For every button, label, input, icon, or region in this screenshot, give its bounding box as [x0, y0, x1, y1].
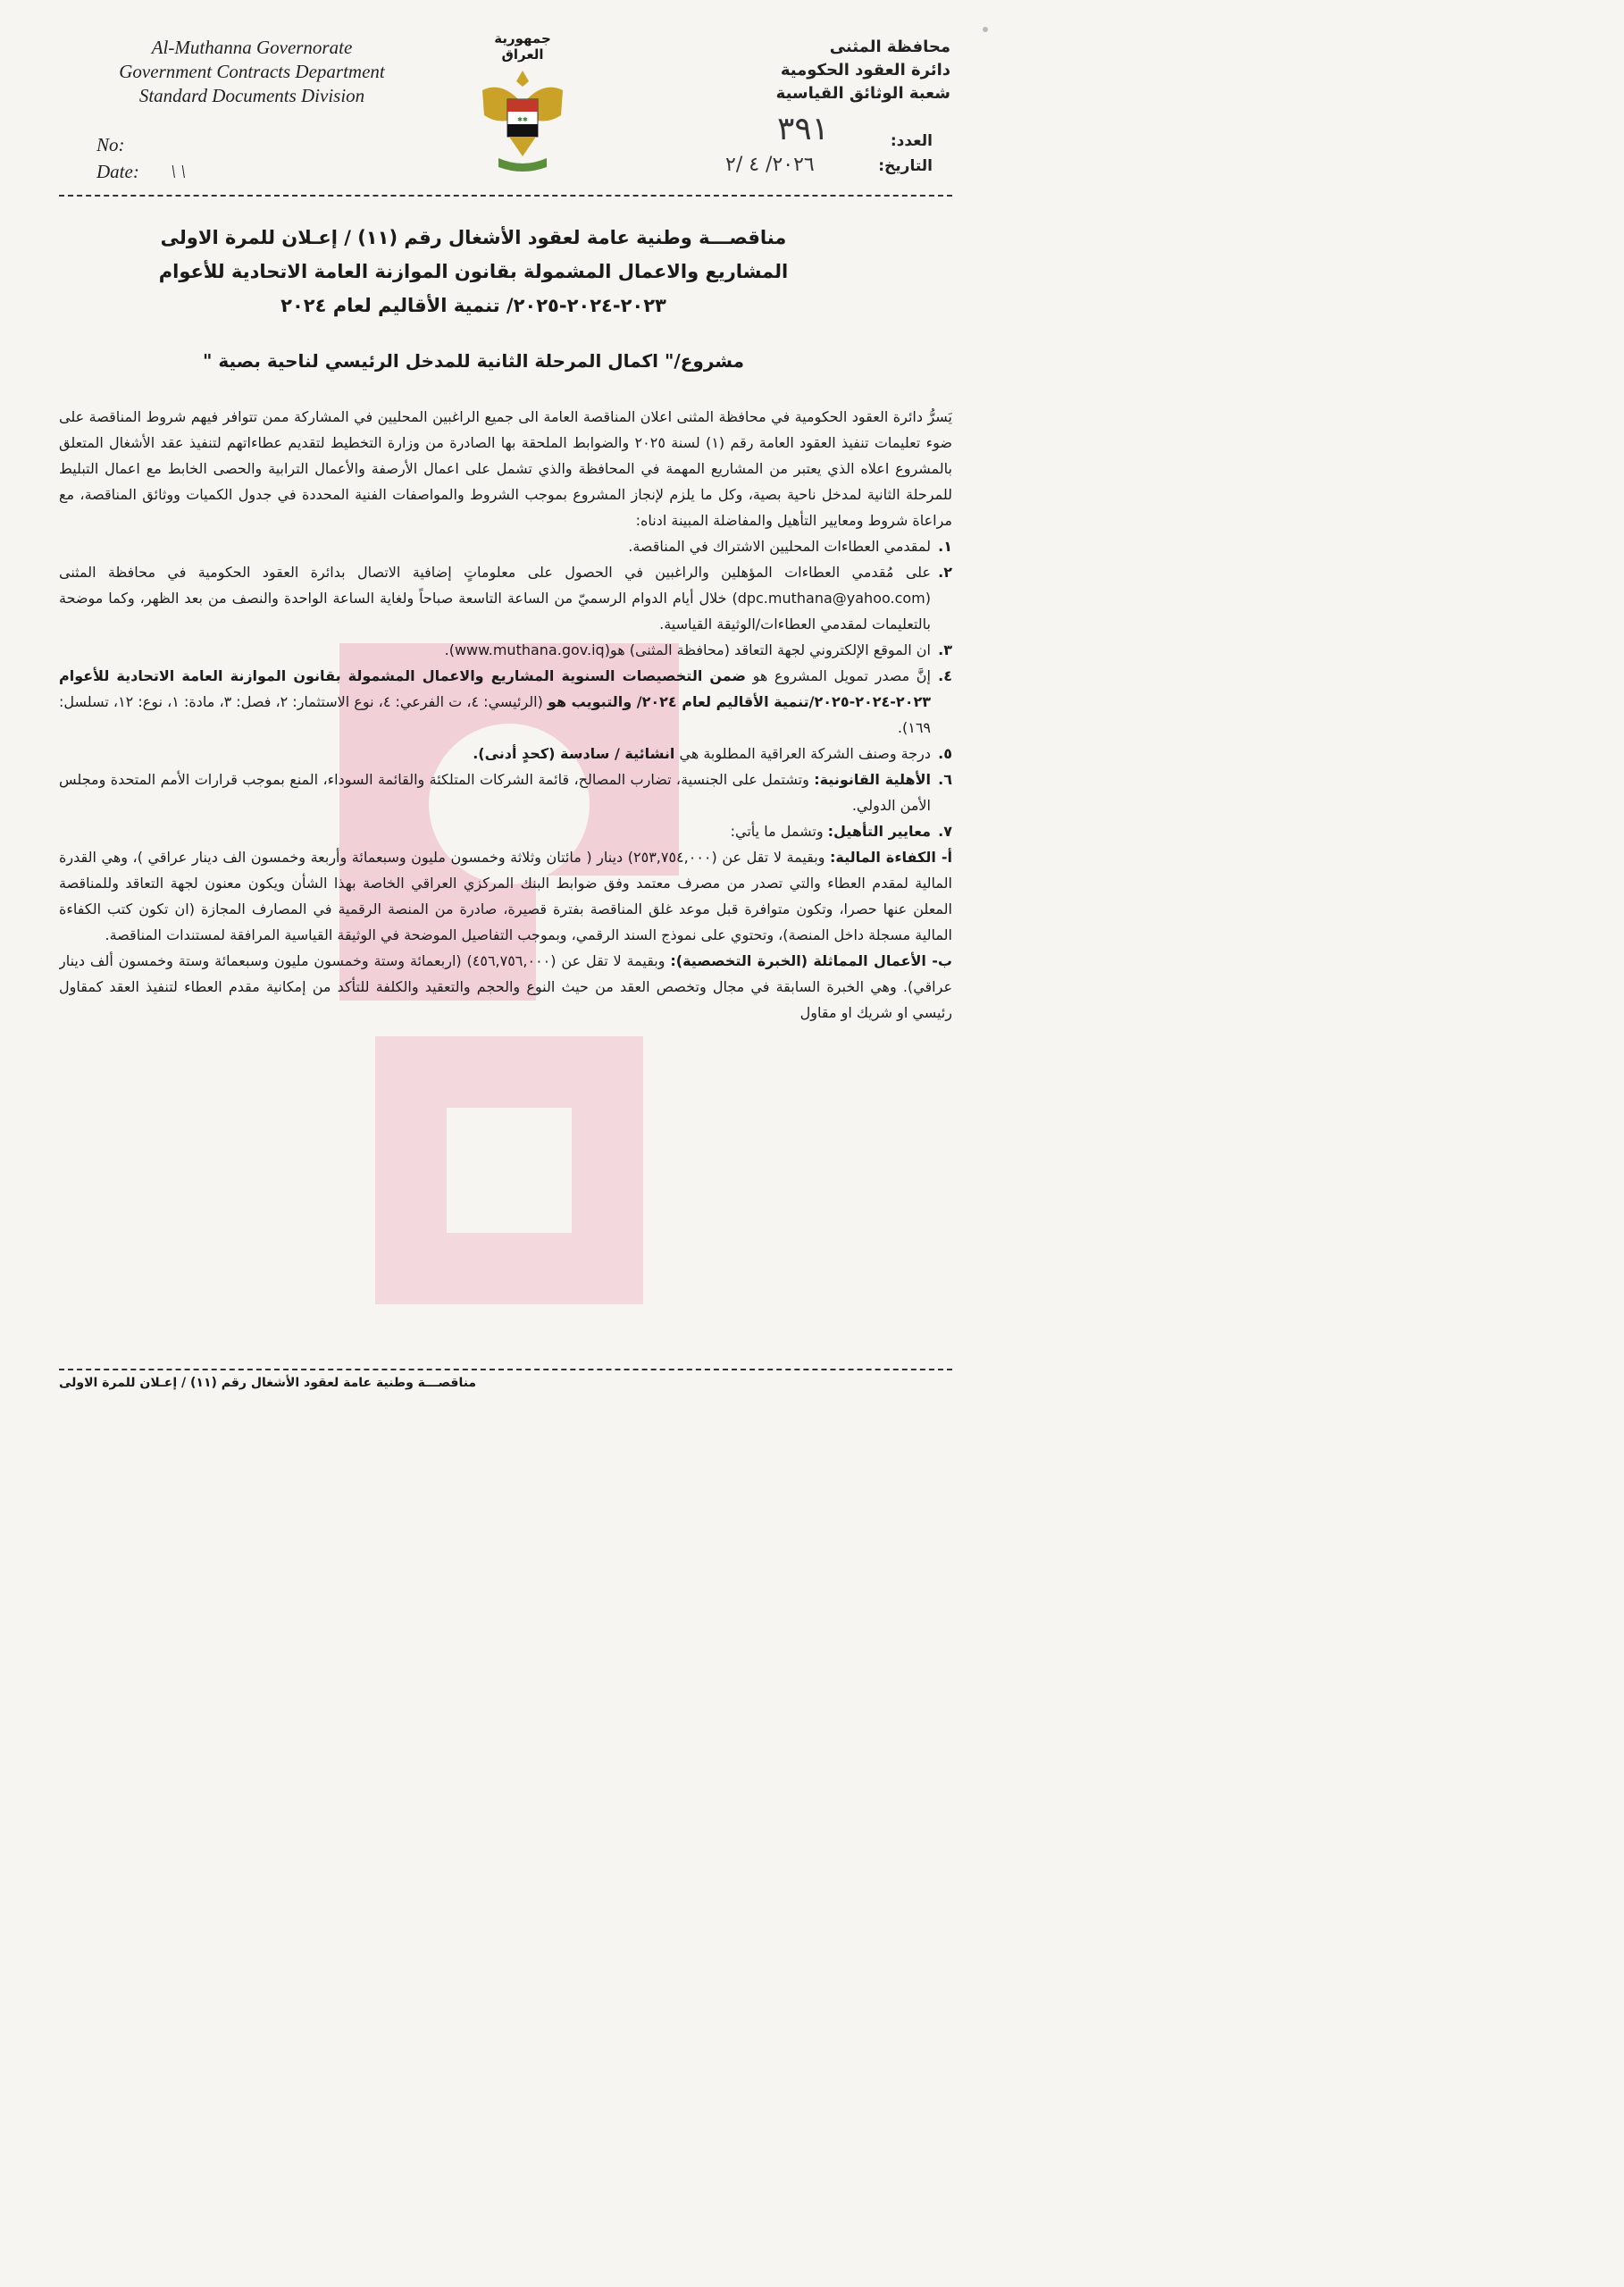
iraq-eagle-emblem-icon	[473, 50, 572, 193]
header-en-date-label: Date:	[96, 161, 139, 182]
header-english	[64, 36, 439, 108]
footer-divider	[59, 1369, 952, 1370]
tender-title-line2: المشاريع والاعمال المشمولة بقانون الموازنة العامة الاتحادية للأعوام	[158, 261, 789, 282]
list-item-4	[59, 663, 952, 741]
header-en-date	[96, 161, 186, 183]
list-item-3-text: ان الموقع الإلكتروني لجهة التعاقد (محافظة المثنى) هو(www.muthana.gov.iq).	[444, 641, 931, 658]
page-footer: مناقصـــة وطنية عامة لعقود الأشغال رقم (١١) / إعـلان للمرة الاولى	[59, 1376, 477, 1390]
list-item-4-text-c: (الرئيسي: ٤، ت الفرعي: ٤، نوع الاستثمار: ٢، فصل: ٣، مادة: ١، نوع: ١٢، تسلسل: ١٦٩).	[59, 693, 931, 736]
similar-works-label: ب- الأعمال المماثلة (الخبرة التخصصية):	[670, 952, 952, 969]
header-en-department: Government Contracts Department	[119, 61, 385, 82]
list-item-3-number: ٣.	[938, 641, 952, 658]
header-en-no-label: No:	[96, 134, 125, 155]
financial-capacity-label: أ- الكفاءة المالية:	[830, 849, 952, 866]
financial-capacity-text: وبقيمة لا تقل عن (٢٥٣,٧٥٤,٠٠٠) دينار ( مائتان وثلاثة وخمسون مليون وسبعمائة وأربعة وخمسون الف دينار عراقي )، وهي القدرة المالية لمقدم العطاء والتي تصدر من مصرف معتمد وفق ضوابط البنك المركزي العراقي الخاصة بهذا الشأن ويكون معنون لجهة التعاقد وللمناقصة المعلن عنها حصرا، وتكون متوافرة قبل موعد غلق المناقصة بفترة قصيرة، صادرة من المنصة الرقمية في المصارف المجازة (ان تكون كتب الكفاءة المالية مسجلة داخل المنصة)، وتحتوي على نموذج السند الرقمي، وبموجب التفاصيل الموضحة في الوثيقة القياسية المرافقة لمستندات المناقصة.	[59, 849, 952, 943]
list-item-3	[59, 637, 952, 663]
list-item-2-text: على مُقدمي العطاءات المؤهلين والراغبين في الحصول على معلوماتٍ إضافية الاتصال بدائرة العقود الحكومية في محافظة المثنى (dpc.muthana@yahoo.com) خلال أيام الدوام الرسميّ من الساعة التاسعة صباحاً ولغاية الساعة الواحدة والنصف من بعد الظهر، وكما موضحة بالتعليمات لمقدمي العطاءات/الوثيقة القياسية.	[59, 564, 931, 632]
similar-works-text: وبقيمة لا تقل عن (٤٥٦,٧٥٦,٠٠٠) (اربعمائة وستة وخمسون مليون وسبعمائة وستة وخمسون ألف دينار عراقي). وهي الخبرة السابقة في مجال وتخصص العقد من حيث النوع والحجم والتعقيد والكلفة للتأكد من إمكانية مقدم العطاء لتنفيذ العقد كمقاول رئيسي او شريك او مقاول	[59, 952, 952, 1021]
list-item-7-number: ٧.	[938, 823, 952, 840]
header-ar-date-value: ٢٠٢٦/ ٤ /٢	[725, 154, 815, 176]
header-ar-division: شعبة الوثائق القياسية	[775, 84, 950, 103]
tender-title-line3: ٢٠٢٣-٢٠٢٤-٢٠٢٥/ تنمية الأقاليم لعام ٢٠٢٤	[280, 295, 666, 316]
project-title: مشروع/" اكمال المرحلة الثانية للمدخل الرئيسي لناحية بصية "	[202, 350, 744, 372]
list-item-6-number: ٦.	[938, 771, 952, 788]
header-ar-no-value: ٣٩١	[777, 111, 830, 147]
header-ar-date-label: التاريخ:	[878, 157, 933, 175]
list-item-6	[59, 767, 952, 818]
list-item-2-number: ٢.	[938, 564, 952, 581]
list-item-5-text-a: درجة وصنف الشركة العراقية المطلوبة هي	[674, 745, 931, 762]
financial-capacity-paragraph	[59, 844, 952, 948]
announcement-body	[59, 404, 952, 1328]
emblem-title: جمهورية العراق	[494, 30, 551, 63]
header-en-governorate: Al-Muthanna Governorate	[151, 37, 353, 58]
list-item-1-number: ١.	[938, 538, 952, 555]
header-arabic	[700, 36, 950, 105]
list-item-5-text-b: انشائية / سادسة (كحدٍ أدنى).	[473, 745, 675, 762]
similar-works-paragraph	[59, 948, 952, 1026]
list-item-2	[59, 559, 952, 637]
svg-text:✱✱: ✱✱	[517, 116, 528, 123]
list-item-7-label: معايير التأهيل:	[827, 823, 931, 840]
header-ar-no-label: العدد:	[890, 132, 933, 150]
header-ar-department: دائرة العقود الحكومية	[780, 61, 950, 80]
intro-paragraph: يَسرُّ دائرة العقود الحكومية في محافظة المثنى اعلان المناقصة العامة الى جميع الراغبين المحليين في المشاركة ممن تتوافر فيهم شروط المناقصة على ضوء تعليمات تنفيذ العقود العامة رقم (١) لسنة ٢٠٢٥ والضوابط الملحقة بها الصادرة من وزارة التخطيط لتقديم عطاءاتهم لتنفيذ عقد الأشغال المتعلق بالمشروع اعلاه الذي يعتبر من المشاريع المهمة في المحافظة والذي تشمل على اعمال الأرصفة والأعمال الترابية والحصى الخابط مع اعمال التبليط للمرحلة الثانية لمدخل ناحية بصية، وكل ما يلزم لإنجاز المشروع بموجب الشروط والمواصفات الفنية المحددة في جدول الكميات ووثائق المناقصة، مع مراعاة شروط ومعايير التأهيل والمفاضلة المبينة ادناه:	[59, 408, 952, 529]
list-item-4-text-a: إنَّ مصدر تمويل المشروع هو	[746, 667, 931, 684]
list-item-1-text: لمقدمي العطاءات المحليين الاشتراك في المناقصة.	[628, 538, 931, 555]
list-item-4-text-b: ضمن التخصيصات السنوية المشاريع والاعمال المشمولة بقانون الموازنة العامة الاتحادية للأعوام ٢٠٢٣-٢٠٢٤-٢٠٢٥/تنمية الأقاليم لعام ٢٠٢٤/ والتبويب هو	[59, 667, 931, 710]
list-item-7	[59, 818, 952, 844]
header-divider	[59, 195, 952, 197]
list-item-5-number: ٥.	[938, 745, 952, 762]
list-item-6-text: وتشتمل على الجنسية، تضارب المصالح، قائمة الشركات المتلكئة والقائمة السوداء، المنع بموجب قرارات الأمم المتحدة ومجلس الأمن الدولي.	[59, 771, 931, 814]
list-item-7-text: وتشمل ما يأتي:	[730, 823, 828, 840]
header-en-division: Standard Documents Division	[138, 85, 365, 106]
list-item-6-label: الأهلية القانونية:	[814, 771, 931, 788]
header-ar-governorate: محافظة المثنى	[829, 38, 950, 56]
tender-title-line1: مناقصـــة وطنية عامة لعقود الأشغال رقم (١١) / إعـلان للمرة الاولى	[160, 227, 787, 248]
header-en-date-value: \ \	[171, 161, 186, 182]
list-item-5	[59, 741, 952, 767]
corner-mark	[983, 27, 988, 32]
list-item-4-number: ٤.	[938, 667, 952, 684]
list-item-1	[59, 533, 952, 559]
